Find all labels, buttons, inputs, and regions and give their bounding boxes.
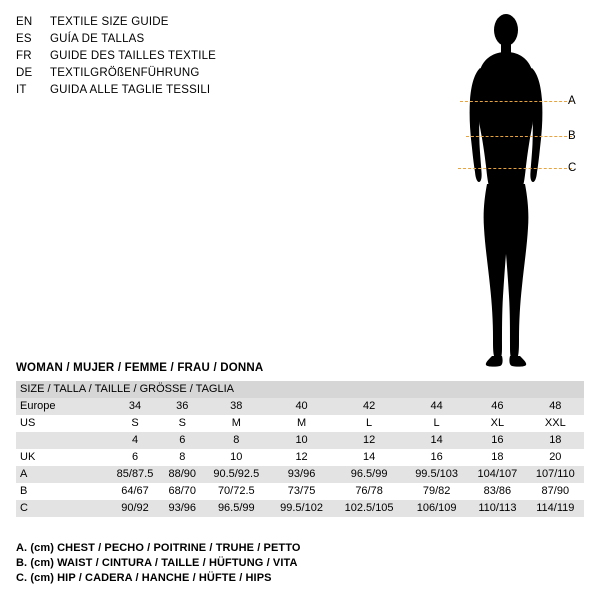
table-row: [16, 432, 584, 449]
row-label-c: C: [16, 500, 108, 517]
measure-label-a: A: [568, 95, 576, 107]
cell: 12: [333, 432, 405, 449]
row-label-us: US: [16, 415, 108, 432]
cell: 79/82: [405, 483, 468, 500]
cell: 85/87.5: [108, 466, 162, 483]
language-code-es: ES: [16, 33, 32, 45]
row-label-b: B: [16, 483, 108, 500]
cell: 18: [527, 432, 584, 449]
figure-illustration: [430, 8, 590, 368]
cell: 42: [333, 398, 405, 415]
table-row: [16, 415, 584, 432]
row-label-europe: Europe: [16, 398, 108, 415]
language-text-en: TEXTILE SIZE GUIDE: [50, 16, 169, 28]
cell: 68/70: [162, 483, 203, 500]
cell: 18: [468, 449, 527, 466]
cell: M: [203, 415, 271, 432]
measure-line-a: [460, 101, 572, 102]
legend-line-c: C. (cm) HIP / CADERA / HANCHE / HÜFTE / HIPS: [16, 572, 272, 584]
legend-line-b: B. (cm) WAIST / CINTURA / TAILLE / HÜFTUNG / VITA: [16, 557, 298, 569]
table-row: [16, 398, 584, 415]
cell: 6: [108, 449, 162, 466]
language-text-fr: GUIDE DES TAILLES TEXTILE: [50, 50, 217, 62]
section-title-woman: WOMAN / MUJER / FEMME / FRAU / DONNA: [16, 362, 264, 374]
measure-line-c: [458, 168, 572, 169]
language-row-it: [16, 82, 316, 98]
cell: 106/109: [405, 500, 468, 517]
legend-line-a: A. (cm) CHEST / PECHO / POITRINE / TRUHE / PETTO: [16, 542, 301, 554]
language-text-it: GUIDA ALLE TAGLIE TESSILI: [50, 84, 211, 96]
table-row: [16, 483, 584, 500]
language-code-de: DE: [16, 67, 33, 79]
table-row: [16, 449, 584, 466]
language-code-en: EN: [16, 16, 33, 28]
cell: M: [270, 415, 333, 432]
legend: [16, 541, 576, 586]
table-row: [16, 466, 584, 483]
cell: 10: [270, 432, 333, 449]
row-label-uk: UK: [16, 449, 108, 466]
cell: 90/92: [108, 500, 162, 517]
cell: 34: [108, 398, 162, 415]
cell: 87/90: [527, 483, 584, 500]
cell: 14: [405, 432, 468, 449]
cell: 46: [468, 398, 527, 415]
cell: 12: [270, 449, 333, 466]
cell: 8: [162, 449, 203, 466]
language-code-fr: FR: [16, 50, 32, 62]
cell: 83/86: [468, 483, 527, 500]
cell: 6: [162, 432, 203, 449]
measure-line-b: [466, 136, 572, 137]
female-silhouette-icon: [430, 8, 590, 368]
size-table: [16, 381, 584, 517]
row-label-us-numeric: [16, 432, 108, 449]
cell: 4: [108, 432, 162, 449]
measure-label-c: C: [568, 162, 577, 174]
cell: 8: [203, 432, 271, 449]
cell: XXL: [527, 415, 584, 432]
cell: 93/96: [162, 500, 203, 517]
cell: 40: [270, 398, 333, 415]
table-row: [16, 381, 584, 398]
cell: 102.5/105: [333, 500, 405, 517]
cell: S: [108, 415, 162, 432]
language-row-en: [16, 14, 316, 30]
measure-label-b: B: [568, 130, 576, 142]
cell: 93/96: [270, 466, 333, 483]
cell: 110/113: [468, 500, 527, 517]
cell: 36: [162, 398, 203, 415]
cell: 20: [527, 449, 584, 466]
cell: XL: [468, 415, 527, 432]
language-row-de: [16, 65, 316, 81]
cell: S: [162, 415, 203, 432]
language-code-it: IT: [16, 84, 27, 96]
row-label-a: A: [16, 466, 108, 483]
language-row-es: [16, 31, 316, 47]
cell: 14: [333, 449, 405, 466]
cell: 99.5/102: [270, 500, 333, 517]
cell: 70/72.5: [203, 483, 271, 500]
cell: 38: [203, 398, 271, 415]
cell: 96.5/99: [333, 466, 405, 483]
language-text-de: TEXTILGRÖßENFÜHRUNG: [50, 67, 200, 79]
cell: 104/107: [468, 466, 527, 483]
table-band-label: SIZE / TALLA / TAILLE / GRÖSSE / TAGLIA: [16, 381, 584, 398]
language-list: [16, 14, 316, 99]
cell: L: [405, 415, 468, 432]
cell: 73/75: [270, 483, 333, 500]
language-row-fr: [16, 48, 316, 64]
cell: 64/67: [108, 483, 162, 500]
table-row: [16, 500, 584, 517]
cell: 114/119: [527, 500, 584, 517]
cell: 16: [468, 432, 527, 449]
language-text-es: GUÍA DE TALLAS: [50, 33, 145, 45]
cell: 107/110: [527, 466, 584, 483]
cell: 96.5/99: [203, 500, 271, 517]
cell: 44: [405, 398, 468, 415]
cell: 88/90: [162, 466, 203, 483]
cell: 76/78: [333, 483, 405, 500]
cell: 48: [527, 398, 584, 415]
cell: L: [333, 415, 405, 432]
cell: 16: [405, 449, 468, 466]
cell: 10: [203, 449, 271, 466]
cell: 99.5/103: [405, 466, 468, 483]
cell: 90.5/92.5: [203, 466, 271, 483]
